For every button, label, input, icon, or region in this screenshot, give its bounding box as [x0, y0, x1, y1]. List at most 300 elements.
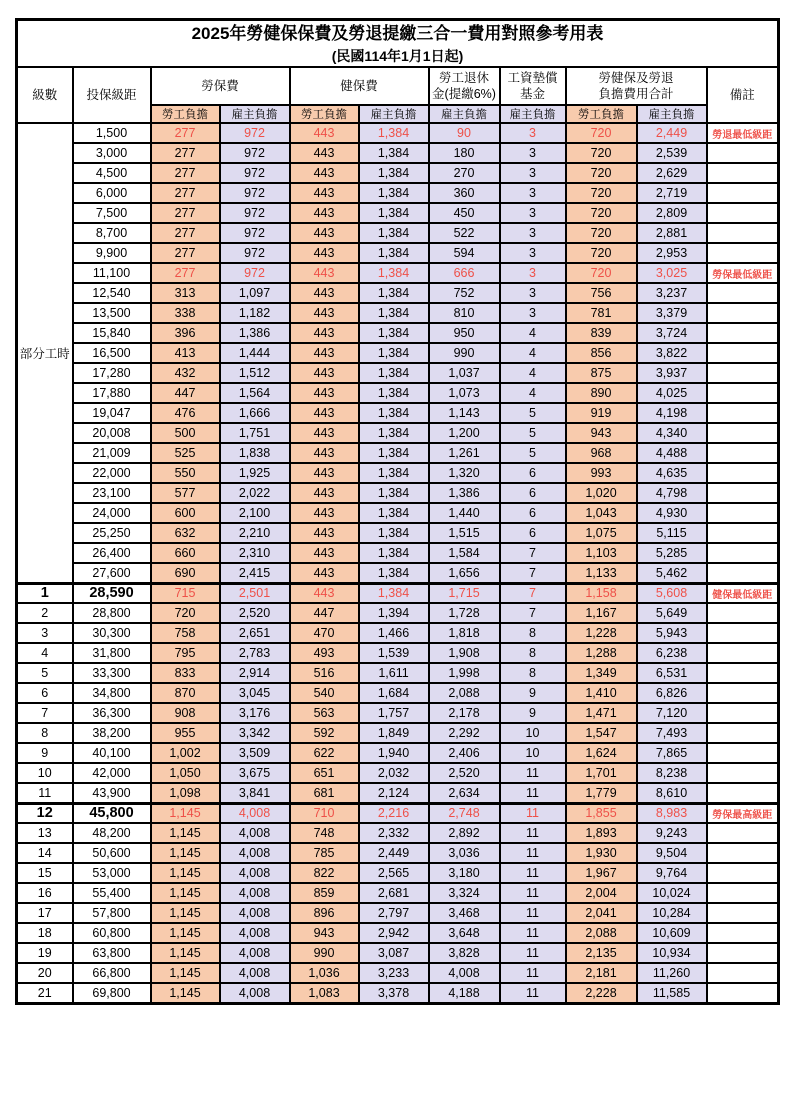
value-cell: 11 — [500, 903, 566, 923]
value-cell: 9 — [500, 683, 566, 703]
value-cell: 11,585 — [637, 983, 707, 1003]
level-cell: 10 — [17, 763, 73, 783]
value-cell: 1,384 — [359, 543, 429, 563]
value-cell: 781 — [566, 303, 637, 323]
value-cell: 2,124 — [359, 783, 429, 803]
value-cell: 2,216 — [359, 803, 429, 823]
value-cell: 443 — [290, 143, 359, 163]
value-cell: 3 — [500, 223, 566, 243]
remark-cell — [707, 143, 779, 163]
table-row — [17, 483, 779, 503]
value-cell: 4 — [500, 383, 566, 403]
subheader-wage-fund-employer: 雇主負擔 — [500, 105, 566, 123]
level-cell: 11 — [17, 783, 73, 803]
value-cell: 443 — [290, 423, 359, 443]
value-cell: 313 — [151, 283, 220, 303]
table-row — [17, 183, 779, 203]
value-cell: 4,008 — [220, 983, 290, 1003]
table-row — [17, 963, 779, 983]
value-cell: 1,410 — [566, 683, 637, 703]
value-cell: 6 — [500, 523, 566, 543]
value-cell: 1,384 — [359, 183, 429, 203]
remark-cell — [707, 423, 779, 443]
remark-cell — [707, 303, 779, 323]
value-cell: 4,930 — [637, 503, 707, 523]
table-row — [17, 603, 779, 623]
value-cell: 632 — [151, 523, 220, 543]
table-row — [17, 543, 779, 563]
col-header-remark: 備註 — [707, 67, 779, 123]
salary-bracket-cell: 57,800 — [73, 903, 151, 923]
level-cell: 1 — [17, 583, 73, 603]
value-cell: 90 — [429, 123, 500, 143]
value-cell: 2,520 — [220, 603, 290, 623]
value-cell: 4 — [500, 323, 566, 343]
remark-cell — [707, 323, 779, 343]
table-row — [17, 763, 779, 783]
subheader-labor-employer: 雇主負擔 — [220, 105, 290, 123]
value-cell: 2,088 — [429, 683, 500, 703]
value-cell: 443 — [290, 183, 359, 203]
table-row — [17, 643, 779, 663]
value-cell: 2,135 — [566, 943, 637, 963]
level-cell: 3 — [17, 623, 73, 643]
premium-reference-table — [15, 18, 780, 1005]
salary-bracket-cell: 6,000 — [73, 183, 151, 203]
table-row — [17, 323, 779, 343]
value-cell: 1,539 — [359, 643, 429, 663]
value-cell: 1,182 — [220, 303, 290, 323]
value-cell: 2,181 — [566, 963, 637, 983]
value-cell: 822 — [290, 863, 359, 883]
value-cell: 5,115 — [637, 523, 707, 543]
level-cell: 7 — [17, 703, 73, 723]
remark-cell — [707, 463, 779, 483]
value-cell: 1,002 — [151, 743, 220, 763]
value-cell: 1,384 — [359, 123, 429, 143]
subheader-health-employer: 雇主負擔 — [359, 105, 429, 123]
table-row — [17, 943, 779, 963]
value-cell: 3,176 — [220, 703, 290, 723]
salary-bracket-cell: 60,800 — [73, 923, 151, 943]
value-cell: 1,384 — [359, 243, 429, 263]
value-cell: 1,384 — [359, 443, 429, 463]
salary-bracket-cell: 38,200 — [73, 723, 151, 743]
value-cell: 1,261 — [429, 443, 500, 463]
value-cell: 522 — [429, 223, 500, 243]
value-cell: 1,384 — [359, 343, 429, 363]
subheader-labor-employee: 勞工負擔 — [151, 105, 220, 123]
value-cell: 1,145 — [151, 923, 220, 943]
remark-cell: 勞退最低級距 — [707, 123, 779, 143]
salary-bracket-cell: 11,100 — [73, 263, 151, 283]
value-cell: 5,608 — [637, 583, 707, 603]
salary-bracket-cell: 9,900 — [73, 243, 151, 263]
value-cell: 720 — [566, 143, 637, 163]
value-cell: 1,656 — [429, 563, 500, 583]
salary-bracket-cell: 17,880 — [73, 383, 151, 403]
value-cell: 1,098 — [151, 783, 220, 803]
table-row — [17, 883, 779, 903]
value-cell: 2,809 — [637, 203, 707, 223]
value-cell: 7 — [500, 583, 566, 603]
value-cell: 2,501 — [220, 583, 290, 603]
value-cell: 270 — [429, 163, 500, 183]
value-cell: 3,841 — [220, 783, 290, 803]
table-row — [17, 743, 779, 763]
value-cell: 6 — [500, 463, 566, 483]
value-cell: 1,228 — [566, 623, 637, 643]
value-cell: 3,025 — [637, 263, 707, 283]
value-cell: 8 — [500, 623, 566, 643]
value-cell: 972 — [220, 183, 290, 203]
value-cell: 3,648 — [429, 923, 500, 943]
value-cell: 972 — [220, 163, 290, 183]
value-cell: 443 — [290, 363, 359, 383]
value-cell: 4,025 — [637, 383, 707, 403]
value-cell: 715 — [151, 583, 220, 603]
value-cell: 1,145 — [151, 983, 220, 1003]
col-header-health-insurance: 健保費 — [290, 67, 429, 105]
value-cell: 516 — [290, 663, 359, 683]
value-cell: 810 — [429, 303, 500, 323]
value-cell: 2,228 — [566, 983, 637, 1003]
salary-bracket-cell: 53,000 — [73, 863, 151, 883]
value-cell: 1,384 — [359, 483, 429, 503]
value-cell: 1,779 — [566, 783, 637, 803]
value-cell: 3,378 — [359, 983, 429, 1003]
value-cell: 11 — [500, 983, 566, 1003]
value-cell: 450 — [429, 203, 500, 223]
value-cell: 432 — [151, 363, 220, 383]
remark-cell — [707, 743, 779, 763]
value-cell: 666 — [429, 263, 500, 283]
value-cell: 443 — [290, 223, 359, 243]
remark-cell — [707, 603, 779, 623]
value-cell: 470 — [290, 623, 359, 643]
value-cell: 785 — [290, 843, 359, 863]
value-cell: 990 — [290, 943, 359, 963]
remark-cell — [707, 563, 779, 583]
value-cell: 2,892 — [429, 823, 500, 843]
table-row — [17, 263, 779, 283]
value-cell: 1,757 — [359, 703, 429, 723]
salary-bracket-cell: 25,250 — [73, 523, 151, 543]
value-cell: 4,198 — [637, 403, 707, 423]
subheader-health-employee: 勞工負擔 — [290, 105, 359, 123]
value-cell: 990 — [429, 343, 500, 363]
col-header-labor-insurance: 勞保費 — [151, 67, 290, 105]
value-cell: 9,504 — [637, 843, 707, 863]
level-cell: 5 — [17, 663, 73, 683]
remark-cell: 健保最低級距 — [707, 583, 779, 603]
value-cell: 2,022 — [220, 483, 290, 503]
value-cell: 10,024 — [637, 883, 707, 903]
value-cell: 1,998 — [429, 663, 500, 683]
value-cell: 1,097 — [220, 283, 290, 303]
value-cell: 5,285 — [637, 543, 707, 563]
value-cell: 2,953 — [637, 243, 707, 263]
value-cell: 3,036 — [429, 843, 500, 863]
value-cell: 919 — [566, 403, 637, 423]
value-cell: 6 — [500, 483, 566, 503]
value-cell: 1,075 — [566, 523, 637, 543]
remark-cell — [707, 723, 779, 743]
value-cell: 1,444 — [220, 343, 290, 363]
salary-bracket-cell: 7,500 — [73, 203, 151, 223]
remark-cell: 勞保最低級距 — [707, 263, 779, 283]
value-cell: 2,634 — [429, 783, 500, 803]
value-cell: 2,004 — [566, 883, 637, 903]
value-cell: 443 — [290, 343, 359, 363]
value-cell: 443 — [290, 483, 359, 503]
value-cell: 943 — [290, 923, 359, 943]
table-row — [17, 823, 779, 843]
value-cell: 720 — [566, 183, 637, 203]
level-cell: 14 — [17, 843, 73, 863]
table-row — [17, 803, 779, 823]
value-cell: 4,008 — [220, 963, 290, 983]
value-cell: 3 — [500, 243, 566, 263]
value-cell: 2,520 — [429, 763, 500, 783]
level-cell: 4 — [17, 643, 73, 663]
value-cell: 2,041 — [566, 903, 637, 923]
value-cell: 8,983 — [637, 803, 707, 823]
value-cell: 3 — [500, 203, 566, 223]
value-cell: 7,865 — [637, 743, 707, 763]
value-cell: 1,925 — [220, 463, 290, 483]
value-cell: 594 — [429, 243, 500, 263]
remark-cell — [707, 643, 779, 663]
col-header-level: 級數 — [17, 67, 73, 123]
salary-bracket-cell: 28,590 — [73, 583, 151, 603]
remark-cell — [707, 183, 779, 203]
value-cell: 3,233 — [359, 963, 429, 983]
value-cell: 1,143 — [429, 403, 500, 423]
value-cell: 2,210 — [220, 523, 290, 543]
table-row — [17, 383, 779, 403]
value-cell: 720 — [566, 123, 637, 143]
table-title-cell — [17, 20, 779, 68]
value-cell: 1,384 — [359, 503, 429, 523]
value-cell: 752 — [429, 283, 500, 303]
value-cell: 1,471 — [566, 703, 637, 723]
value-cell: 10,284 — [637, 903, 707, 923]
table-row — [17, 503, 779, 523]
value-cell: 360 — [429, 183, 500, 203]
value-cell: 592 — [290, 723, 359, 743]
value-cell: 4,008 — [220, 803, 290, 823]
salary-bracket-cell: 19,047 — [73, 403, 151, 423]
value-cell: 5,943 — [637, 623, 707, 643]
value-cell: 11 — [500, 823, 566, 843]
level-cell: 6 — [17, 683, 73, 703]
value-cell: 1,384 — [359, 203, 429, 223]
value-cell: 476 — [151, 403, 220, 423]
table-row — [17, 283, 779, 303]
remark-cell — [707, 343, 779, 363]
value-cell: 1,466 — [359, 623, 429, 643]
value-cell: 972 — [220, 203, 290, 223]
value-cell: 3,724 — [637, 323, 707, 343]
remark-cell: 勞保最高級距 — [707, 803, 779, 823]
table-row — [17, 403, 779, 423]
value-cell: 2,942 — [359, 923, 429, 943]
remark-cell — [707, 243, 779, 263]
value-cell: 2,178 — [429, 703, 500, 723]
value-cell: 3 — [500, 283, 566, 303]
remark-cell — [707, 543, 779, 563]
salary-bracket-cell: 42,000 — [73, 763, 151, 783]
value-cell: 1,384 — [359, 263, 429, 283]
value-cell: 338 — [151, 303, 220, 323]
salary-bracket-cell: 43,900 — [73, 783, 151, 803]
table-row — [17, 143, 779, 163]
table-row — [17, 303, 779, 323]
value-cell: 8 — [500, 663, 566, 683]
value-cell: 1,386 — [220, 323, 290, 343]
salary-bracket-cell: 16,500 — [73, 343, 151, 363]
value-cell: 10 — [500, 723, 566, 743]
value-cell: 7 — [500, 543, 566, 563]
remark-cell — [707, 763, 779, 783]
value-cell: 11 — [500, 803, 566, 823]
value-cell: 8,238 — [637, 763, 707, 783]
salary-bracket-cell: 4,500 — [73, 163, 151, 183]
salary-bracket-cell: 20,008 — [73, 423, 151, 443]
value-cell: 1,384 — [359, 223, 429, 243]
salary-bracket-cell: 63,800 — [73, 943, 151, 963]
table-row — [17, 723, 779, 743]
table-row — [17, 423, 779, 443]
value-cell: 443 — [290, 243, 359, 263]
value-cell: 681 — [290, 783, 359, 803]
remark-cell — [707, 483, 779, 503]
value-cell: 1,893 — [566, 823, 637, 843]
salary-bracket-cell: 45,800 — [73, 803, 151, 823]
value-cell: 4 — [500, 343, 566, 363]
value-cell: 1,751 — [220, 423, 290, 443]
value-cell: 2,449 — [637, 123, 707, 143]
value-cell: 3,675 — [220, 763, 290, 783]
salary-bracket-cell: 28,800 — [73, 603, 151, 623]
value-cell: 1,967 — [566, 863, 637, 883]
value-cell: 563 — [290, 703, 359, 723]
value-cell: 720 — [151, 603, 220, 623]
value-cell: 277 — [151, 123, 220, 143]
table-row — [17, 163, 779, 183]
value-cell: 7,120 — [637, 703, 707, 723]
value-cell: 1,394 — [359, 603, 429, 623]
salary-bracket-cell: 55,400 — [73, 883, 151, 903]
value-cell: 1,384 — [359, 163, 429, 183]
table-row — [17, 223, 779, 243]
value-cell: 540 — [290, 683, 359, 703]
value-cell: 4,008 — [429, 963, 500, 983]
salary-bracket-cell: 66,800 — [73, 963, 151, 983]
value-cell: 443 — [290, 283, 359, 303]
value-cell: 443 — [290, 383, 359, 403]
value-cell: 2,032 — [359, 763, 429, 783]
value-cell: 9,764 — [637, 863, 707, 883]
value-cell: 4,188 — [429, 983, 500, 1003]
value-cell: 1,728 — [429, 603, 500, 623]
remark-cell — [707, 623, 779, 643]
value-cell: 972 — [220, 243, 290, 263]
value-cell: 4,008 — [220, 843, 290, 863]
value-cell: 10,934 — [637, 943, 707, 963]
value-cell: 2,292 — [429, 723, 500, 743]
value-cell: 11 — [500, 963, 566, 983]
col-header-total: 勞健保及勞退 負擔費用合計 — [566, 67, 707, 105]
value-cell: 600 — [151, 503, 220, 523]
page-title: 2025年勞健保保費及勞退提繳三合一費用對照參考用表 — [191, 24, 604, 43]
value-cell: 5 — [500, 443, 566, 463]
value-cell: 1,584 — [429, 543, 500, 563]
value-cell: 1,158 — [566, 583, 637, 603]
value-cell: 277 — [151, 143, 220, 163]
value-cell: 1,547 — [566, 723, 637, 743]
table-row — [17, 703, 779, 723]
value-cell: 4,008 — [220, 863, 290, 883]
value-cell: 1,384 — [359, 283, 429, 303]
value-cell: 6,238 — [637, 643, 707, 663]
value-cell: 1,384 — [359, 403, 429, 423]
level-cell: 19 — [17, 943, 73, 963]
value-cell: 277 — [151, 223, 220, 243]
value-cell: 660 — [151, 543, 220, 563]
value-cell: 1,624 — [566, 743, 637, 763]
remark-cell — [707, 963, 779, 983]
value-cell: 908 — [151, 703, 220, 723]
table-row — [17, 683, 779, 703]
value-cell: 443 — [290, 303, 359, 323]
value-cell: 3,180 — [429, 863, 500, 883]
salary-bracket-cell: 33,300 — [73, 663, 151, 683]
value-cell: 943 — [566, 423, 637, 443]
salary-bracket-cell: 21,009 — [73, 443, 151, 463]
value-cell: 2,881 — [637, 223, 707, 243]
table-row — [17, 363, 779, 383]
table-row — [17, 863, 779, 883]
value-cell: 7,493 — [637, 723, 707, 743]
value-cell: 1,145 — [151, 863, 220, 883]
subheader-total-employer: 雇主負擔 — [637, 105, 707, 123]
value-cell: 443 — [290, 163, 359, 183]
level-cell: 17 — [17, 903, 73, 923]
value-cell: 1,684 — [359, 683, 429, 703]
value-cell: 2,332 — [359, 823, 429, 843]
value-cell: 1,145 — [151, 963, 220, 983]
value-cell: 3 — [500, 143, 566, 163]
value-cell: 11 — [500, 943, 566, 963]
value-cell: 856 — [566, 343, 637, 363]
value-cell: 5,649 — [637, 603, 707, 623]
value-cell: 1,849 — [359, 723, 429, 743]
value-cell: 4,340 — [637, 423, 707, 443]
value-cell: 1,145 — [151, 883, 220, 903]
value-cell: 4 — [500, 363, 566, 383]
level-cell: 15 — [17, 863, 73, 883]
remark-cell — [707, 203, 779, 223]
value-cell: 1,083 — [290, 983, 359, 1003]
value-cell: 1,145 — [151, 843, 220, 863]
value-cell: 1,384 — [359, 523, 429, 543]
value-cell: 1,167 — [566, 603, 637, 623]
remark-cell — [707, 283, 779, 303]
value-cell: 972 — [220, 223, 290, 243]
value-cell: 8 — [500, 643, 566, 663]
